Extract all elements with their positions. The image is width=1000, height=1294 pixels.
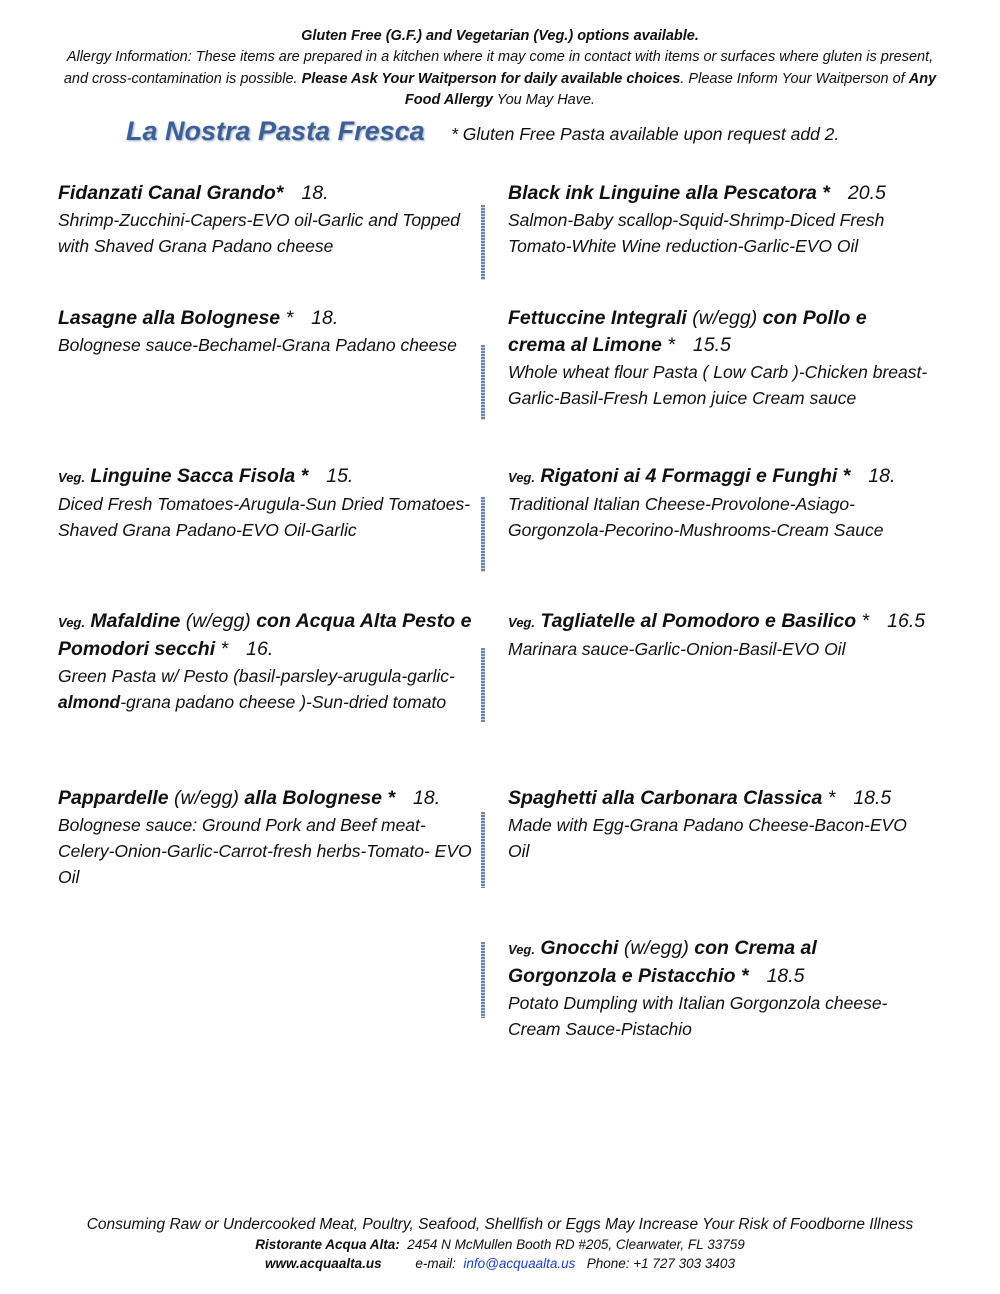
description-text: Whole wheat flour Pasta ( Low Carb )-Chicken breast-Garlic-Basil-Fresh Lemon juice Cream sauce (508, 362, 928, 408)
item-name (58, 463, 478, 491)
menu-item (508, 180, 928, 259)
item-price: 18. (868, 465, 896, 487)
item-name (58, 180, 478, 207)
menu-item (58, 305, 478, 358)
item-name (508, 463, 928, 491)
column-divider (481, 205, 485, 280)
allergy-text-2: . Please Inform Your Waitperson of (680, 70, 909, 87)
item-price: 16. (246, 638, 274, 660)
item-name (508, 305, 928, 359)
description-text: -grana padano cheese )-Sun-dried tomato (120, 692, 447, 712)
item-name-bold: Fettuccine Integrali (508, 307, 687, 329)
item-name-note: (w/egg) (618, 937, 695, 959)
website[interactable]: www.acquaalta.us (265, 1256, 382, 1271)
item-description (58, 491, 478, 543)
address-line (60, 1237, 940, 1252)
item-price: 18. (311, 307, 339, 329)
foodborne-warning: Consuming Raw or Undercooked Meat, Poultry, Seafood, Shellfish or Eggs May Increase Your Risk of Foodborne Illness (86, 1216, 914, 1233)
menu-item (508, 305, 928, 411)
veg-label: Veg. (58, 470, 85, 485)
item-name-bold: con Crema al Gorgonzola e Pistacchio * (508, 937, 817, 987)
item-name-note: * (822, 787, 836, 809)
column-divider (481, 812, 485, 888)
email-label: e-mail: (415, 1256, 456, 1271)
item-name (58, 608, 478, 663)
item-name-bold: con Acqua Alta Pesto e Pomodori secchi (58, 610, 472, 660)
veg-label: Veg. (508, 470, 535, 485)
item-name-bold: Spaghetti alla Carbonara Classica (508, 787, 823, 809)
menu-item (508, 935, 928, 1042)
description-text: Salmon-Baby scallop-Squid-Shrimp-Diced Fresh Tomato-White Wine reduction-Garlic-EVO Oil (508, 210, 885, 256)
options-note: Gluten Free (G.F.) and Vegetarian (Veg.) options available. (301, 28, 699, 44)
section-title-row (126, 116, 839, 147)
description-text: Marinara sauce-Garlic-Onion-Basil-EVO Oil (508, 639, 846, 659)
menu-item (58, 608, 478, 715)
item-name-bold: Pappardelle (58, 787, 169, 809)
item-price: 16.5 (887, 610, 926, 632)
veg-label: Veg. (508, 942, 535, 957)
item-price: 18. (301, 182, 329, 204)
item-name-bold: Tagliatelle al Pomodoro e Basilico (540, 610, 857, 632)
description-text: Shrimp-Zucchini-Capers-EVO oil-Garlic and Topped with Shaved Grana Padano cheese (58, 210, 461, 256)
description-emphasis: almond (58, 692, 121, 712)
item-name-note: * (280, 307, 294, 329)
item-name-bold: Mafaldine (90, 610, 181, 632)
description-text: Traditional Italian Cheese-Provolone-Asiago-Gorgonzola-Pecorino-Mushrooms-Cream Sauce (508, 494, 884, 540)
allergy-text-3: You May Have. (492, 92, 596, 108)
item-name-note: (w/egg) (180, 610, 257, 632)
item-description (58, 207, 478, 259)
item-name-note: * (661, 334, 675, 356)
item-name (508, 935, 928, 990)
item-name (58, 305, 478, 332)
description-text: Made with Egg-Grana Padano Cheese-Bacon-EVO Oil (508, 815, 907, 861)
item-name-note: * (856, 610, 870, 632)
description-text: Diced Fresh Tomatoes-Arugula-Sun Dried Tomatoes-Shaved Grana Padano-EVO Oil-Garlic (58, 494, 471, 540)
item-name-bold: Black ink Linguine alla Pescatora * (508, 182, 830, 204)
menu-item (58, 463, 478, 543)
item-price: 20.5 (847, 182, 886, 204)
item-name-bold: Linguine Sacca Fisola * (90, 465, 309, 487)
item-description (58, 663, 478, 715)
item-name-note: (w/egg) (686, 307, 763, 329)
allergy-ask: Please Ask Your Waitperson for daily available choices (301, 70, 681, 87)
description-text: Green Pasta w/ Pesto (basil-parsley-arugula-garlic- (58, 666, 455, 686)
phone: Phone: +1 727 303 3403 (586, 1256, 735, 1271)
item-name-note: (w/egg) (168, 787, 245, 809)
item-price: 18.5 (766, 965, 805, 987)
gluten-free-note: * Gluten Free Pasta available upon request add 2. (451, 124, 840, 144)
veg-label: Veg. (58, 615, 85, 630)
description-text: Potato Dumpling with Italian Gorgonzola cheese-Cream Sauce-Pistachio (508, 993, 888, 1039)
email-link[interactable]: info@acquaalta.us (463, 1256, 576, 1271)
address: 2454 N McMullen Booth RD #205, Clearwater, FL 33759 (407, 1237, 745, 1252)
restaurant-name: Ristorante Acqua Alta: (255, 1237, 400, 1252)
column-divider (481, 497, 485, 572)
column-divider (481, 345, 485, 420)
veg-label: Veg. (508, 615, 535, 630)
allergy-emphasis: Any Food Allergy (404, 70, 937, 108)
item-name (508, 608, 928, 636)
menu-item (508, 785, 928, 864)
item-name-bold: Fidanzati Canal Grando* (58, 182, 284, 204)
item-description (508, 812, 928, 864)
column-divider (481, 648, 485, 722)
item-description (508, 207, 928, 259)
item-description (508, 359, 928, 411)
item-price: 18.5 (853, 787, 892, 809)
item-name-bold: con Pollo e crema al Limone (508, 307, 867, 356)
item-description (508, 491, 928, 543)
item-name-bold: alla Bolognese * (244, 787, 396, 809)
contact-line (60, 1256, 940, 1271)
description-text: Bolognese sauce: Ground Pork and Beef meat-Celery-Onion-Garlic-Carrot-fresh herbs-Tomato- EVO Oil (58, 815, 472, 887)
item-name (58, 785, 478, 812)
item-price: 15. (326, 465, 354, 487)
item-description (508, 636, 928, 662)
item-name-bold: Gnocchi (540, 937, 619, 959)
item-price: 15.5 (692, 334, 731, 356)
item-price: 18. (413, 787, 441, 809)
column-divider (481, 942, 485, 1018)
menu-item (508, 463, 928, 543)
description-text: Bolognese sauce-Bechamel-Grana Padano cheese (58, 335, 457, 355)
item-name (508, 180, 928, 207)
allergy-info (60, 47, 940, 112)
menu-item (508, 608, 928, 662)
item-name (508, 785, 928, 812)
menu-item (58, 180, 478, 259)
item-description (58, 812, 478, 890)
item-description (508, 990, 928, 1042)
item-name-bold: Lasagne alla Bolognese (58, 307, 281, 329)
item-description (58, 332, 478, 358)
allergy-text: Allergy Information: These items are prepared in a kitchen where it may come in contact with items or surfaces where gluten is present, and cross-contamination is possible. (63, 49, 934, 87)
menu-item (58, 785, 478, 890)
item-name-note: * (215, 638, 229, 660)
item-name-bold: Rigatoni ai 4 Formaggi e Funghi * (540, 465, 851, 487)
section-title: La Nostra Pasta Fresca (126, 116, 425, 146)
